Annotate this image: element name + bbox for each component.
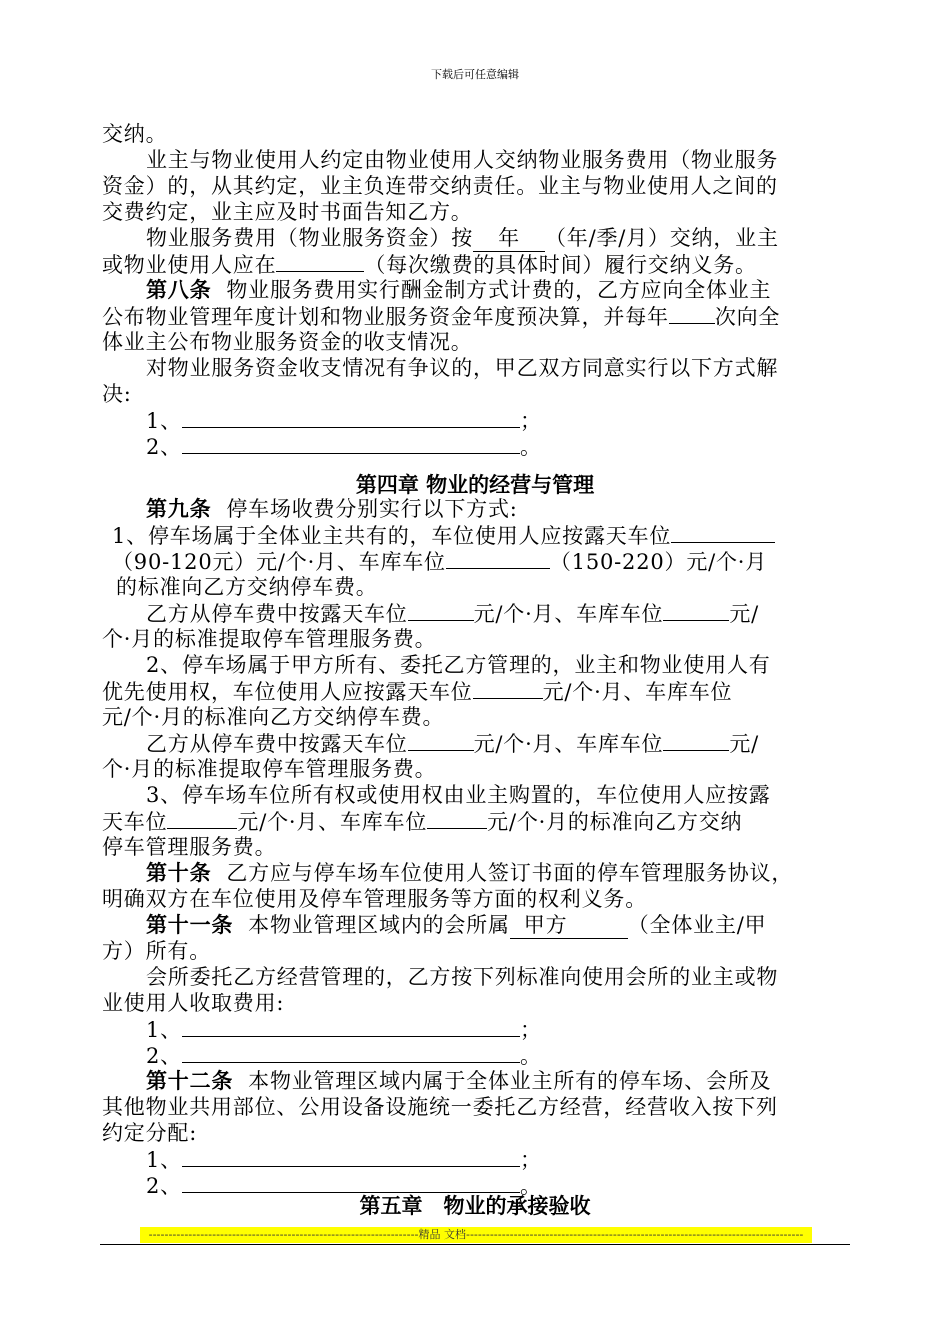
chapter-title: 第五章 物业的承接验收 (359, 1194, 591, 1218)
blank-field (408, 730, 474, 751)
blank-field (182, 1042, 520, 1063)
blank-field (182, 433, 520, 454)
text-line: 公布物业管理年度计划和物业服务资金年度预决算，并每年 次向全 (102, 305, 781, 329)
blank-field (182, 1016, 520, 1037)
text-line: 明确双方在车位使用及停车管理服务等方面的权利义务。 (102, 887, 647, 911)
text-line: 2、停车场属于甲方所有、委托乙方管理的，业主和物业使用人有 (146, 653, 771, 677)
text-line: 个·月的标准提取停车管理服务费。 (102, 627, 437, 651)
article-label: 第十一条 (146, 913, 234, 937)
text-line: （90-120元）元/个·月、车库车位 （150-220）元/个·月 (112, 550, 768, 574)
blank-field (182, 407, 520, 428)
article-8: 第八条 物业服务费用实行酬金制方式计费的，乙方应向全体业主 (146, 278, 772, 302)
article-label: 第八条 (146, 278, 212, 302)
blank-field (669, 303, 715, 324)
article-label: 第十二条 (146, 1069, 234, 1093)
fee-time-line: 或物业使用人应在 （每次缴费的具体时间）履行交纳义务。 (102, 253, 757, 277)
article-label: 第九条 (146, 497, 212, 521)
text-line: 的标准向乙方交纳停车费。 (116, 575, 378, 599)
text-line: 交费约定，业主应及时书面告知乙方。 (102, 200, 473, 224)
blank-field (408, 600, 474, 621)
text-line: 业主与物业使用人约定由物业使用人交纳物业服务费用（物业服务 (146, 148, 779, 172)
blank-field (167, 808, 237, 829)
text-line: 个·月的标准提取停车管理服务费。 (102, 757, 437, 781)
footer-rule (100, 1244, 850, 1245)
owner-value: 甲方 (510, 912, 628, 939)
list-item: 1、 ； (146, 1018, 542, 1042)
text-line: 乙方从停车费中按露天车位 元/个·月、车库车位 元/ (146, 732, 760, 756)
text-line: 对物业服务资金收支情况有争议的，甲乙双方同意实行以下方式解 (146, 356, 779, 380)
article-11: 第十一条 本物业管理区域内的会所属 甲方 （全体业主/甲 (146, 913, 767, 937)
blank-field (182, 1146, 520, 1167)
blank-field (427, 808, 487, 829)
text-line: 其他物业共用部位、公用设备设施统一委托乙方经营，经营收入按下列 (102, 1095, 778, 1119)
text-line: 天车位 元/个·月、车库车位 元/个·月的标准向乙方交纳 (102, 810, 743, 834)
blank-field (473, 678, 543, 699)
text-line: 交纳。 (102, 122, 168, 146)
article-label: 第十条 (146, 861, 212, 885)
blank-field (663, 730, 729, 751)
text-line: 业使用人收取费用: (102, 991, 285, 1015)
blank-field (663, 600, 729, 621)
text-line: 会所委托乙方经营管理的，乙方按下列标准向使用会所的业主或物 (146, 965, 779, 989)
list-item: 2、 。 (146, 435, 542, 459)
text-line: 体业主公布物业服务资金的收支情况。 (102, 330, 473, 354)
article-12: 第十二条 本物业管理区域内属于全体业主所有的停车场、会所及 (146, 1069, 772, 1093)
text-line: 决: (102, 382, 132, 406)
list-item: 2、 。 (146, 1044, 542, 1068)
text-line: 1、停车场属于全体业主共有的，车位使用人应按露天车位 (112, 522, 872, 549)
blank-field (671, 522, 775, 543)
article-10: 第十条 乙方应与停车场车位使用人签订书面的停车管理服务协议， (146, 861, 794, 885)
blank-field (276, 251, 364, 272)
article-9: 第九条 停车场收费分别实行以下方式: (146, 497, 518, 521)
text-line: 3、停车场车位所有权或使用权由业主购置的，车位使用人应按露 (146, 783, 771, 807)
text-line: 停车管理服务费。 (102, 835, 277, 859)
text-line: 资金）的，从其约定，业主负连带交纳责任。业主与物业使用人之间的 (102, 174, 778, 198)
blank-field (446, 548, 550, 569)
footer-banner: --------------------------------------------------------------------精品 文档------------------------------------------------------------------------------------- (140, 1227, 812, 1243)
list-item: 1、 ； (146, 409, 542, 433)
list-item: 1、 ； (146, 1148, 542, 1172)
text-line: 约定分配: (102, 1121, 198, 1145)
blank-field (182, 1172, 520, 1193)
text-line: 乙方从停车费中按露天车位 元/个·月、车库车位 元/ (146, 602, 760, 626)
fee-period-line: 物业服务费用（物业服务资金）按 年 （年/季/月）交纳，业主 (146, 226, 779, 250)
chapter-title: 第四章 物业的经营与管理 (355, 473, 595, 497)
text-line: 元/个·月的标准向乙方交纳停车费。 (102, 705, 445, 729)
page-header-note: 下载后可任意编辑 (431, 68, 519, 81)
text-line: 方）所有。 (102, 939, 211, 963)
list-item: 2、 。 (146, 1174, 542, 1198)
period-value: 年 (473, 225, 545, 252)
text-line: 优先使用权，车位使用人应按露天车位 元/个·月、车库车位 (102, 680, 733, 704)
